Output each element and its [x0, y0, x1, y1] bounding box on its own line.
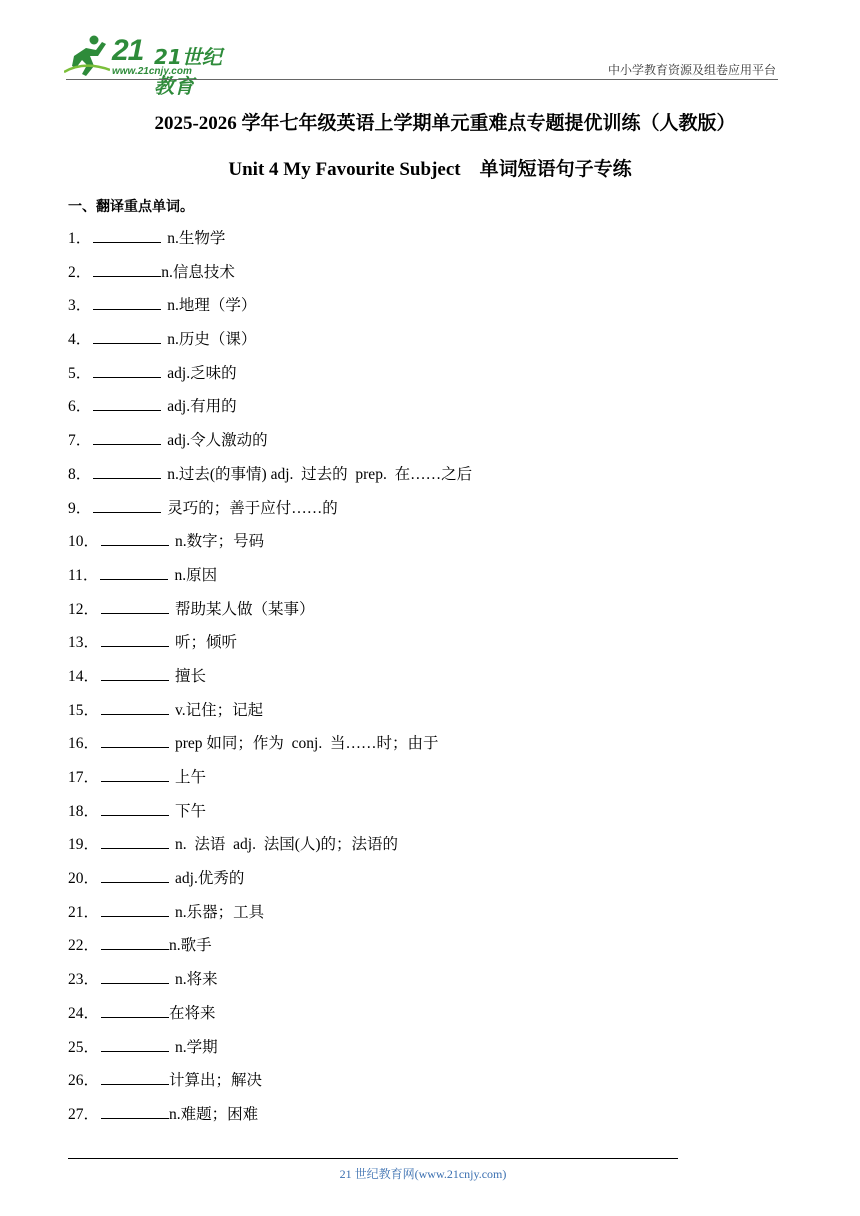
item-number: 18．	[68, 802, 100, 820]
item-number: 9．	[68, 499, 92, 517]
item-number: 11．	[68, 566, 99, 584]
item-number: 13．	[68, 634, 100, 652]
item-number: 17．	[68, 769, 100, 786]
list-item	[68, 868, 472, 902]
item-meaning: n.乐器；工具	[175, 903, 265, 921]
list-item	[68, 329, 472, 363]
answer-blank[interactable]	[101, 868, 169, 883]
list-item	[68, 834, 472, 868]
item-meaning: 上午	[175, 769, 207, 786]
item-number: 27．	[68, 1105, 100, 1123]
list-item	[68, 565, 472, 599]
answer-blank[interactable]	[93, 262, 161, 277]
list-item	[68, 396, 472, 430]
answer-blank[interactable]	[101, 700, 169, 715]
item-meaning: n.数字；号码	[175, 533, 265, 551]
item-number: 25．	[68, 1038, 100, 1056]
item-meaning: n.历史（课）	[167, 331, 257, 349]
item-number: 22．	[68, 937, 100, 955]
item-meaning: prep 如同；作为 conj. 当……时；由于	[175, 735, 439, 753]
item-number: 16．	[68, 735, 100, 753]
list-item	[68, 1070, 472, 1104]
exercise-list	[68, 228, 472, 1138]
item-meaning: n. 法语 adj. 法国(人)的；法语的	[175, 836, 399, 854]
list-item	[68, 228, 472, 262]
answer-blank[interactable]	[101, 801, 169, 816]
section-heading: 一、翻译重点单词。	[68, 199, 194, 215]
item-number: 12．	[68, 600, 100, 618]
item-number: 7．	[68, 432, 92, 450]
item-meaning: 灵巧的；善于应付……的	[167, 499, 338, 517]
list-item	[68, 632, 472, 666]
item-meaning: n.难题；困难	[169, 1105, 259, 1123]
list-item	[68, 363, 472, 397]
list-item	[68, 599, 472, 633]
answer-blank[interactable]	[100, 565, 168, 580]
item-meaning: n.信息技术	[161, 263, 235, 281]
item-meaning: n.过去(的事情) adj. 过去的 prep. 在……之后	[167, 465, 473, 483]
item-meaning: n.原因	[174, 566, 218, 584]
answer-blank[interactable]	[101, 1037, 169, 1052]
item-meaning: adj.有用的	[167, 398, 237, 416]
list-item	[68, 1104, 472, 1138]
item-meaning: 计算出；解决	[169, 1072, 263, 1090]
answer-blank[interactable]	[101, 1003, 169, 1018]
list-item	[68, 1003, 472, 1037]
item-number: 26．	[68, 1072, 100, 1090]
item-number: 10．	[68, 533, 100, 551]
item-meaning: adj.令人激动的	[167, 432, 268, 450]
item-number: 15．	[68, 701, 100, 719]
answer-blank[interactable]	[93, 363, 161, 378]
answer-blank[interactable]	[93, 329, 161, 344]
list-item	[68, 767, 472, 801]
item-meaning: n.歌手	[169, 937, 212, 955]
item-number: 14．	[68, 667, 100, 685]
item-meaning: n.生物学	[167, 230, 226, 247]
item-number: 24．	[68, 1004, 100, 1022]
item-meaning: 在将来	[169, 1004, 216, 1022]
list-item	[68, 498, 472, 532]
list-item	[68, 1037, 472, 1071]
item-number: 19．	[68, 836, 100, 854]
list-item	[68, 935, 472, 969]
item-number: 2．	[68, 263, 92, 281]
item-meaning: 听；倾听	[175, 634, 238, 652]
header-divider	[66, 79, 778, 80]
item-meaning: n.学期	[175, 1038, 218, 1056]
list-item	[68, 700, 472, 734]
list-item	[68, 430, 472, 464]
list-item	[68, 801, 472, 835]
footer-divider	[68, 1158, 678, 1159]
item-number: 8．	[68, 465, 92, 483]
list-item	[68, 531, 472, 565]
answer-blank[interactable]	[93, 430, 161, 445]
item-meaning: 下午	[175, 802, 207, 820]
page-subtitle: Unit 4 My Favourite Subject 单词短语句子专练	[228, 159, 632, 180]
answer-blank[interactable]	[93, 464, 161, 479]
item-number: 20．	[68, 870, 100, 888]
item-number: 1．	[68, 230, 92, 247]
list-item	[68, 733, 472, 767]
answer-blank[interactable]	[93, 498, 161, 513]
list-item	[68, 464, 472, 498]
list-item	[68, 666, 472, 700]
item-meaning: v.记住；记起	[175, 701, 264, 719]
footer-text: 21 世纪教育网(www.21cnjy.com)	[339, 1167, 507, 1181]
item-meaning: 帮助某人做（某事）	[175, 600, 315, 618]
runner-icon	[64, 34, 110, 78]
answer-blank[interactable]	[101, 834, 169, 849]
item-meaning: adj.乏味的	[167, 364, 237, 382]
logo-text: 21世纪教育	[154, 45, 222, 98]
item-meaning: adj.优秀的	[175, 870, 245, 888]
answer-blank[interactable]	[93, 295, 161, 310]
answer-blank[interactable]	[101, 1104, 169, 1119]
answer-blank[interactable]	[101, 935, 169, 950]
answer-blank[interactable]	[101, 632, 169, 647]
item-meaning: 擅长	[175, 667, 207, 685]
answer-blank[interactable]	[101, 666, 169, 681]
header-tagline: 中小学教育资源及组卷应用平台	[607, 63, 776, 77]
item-number: 5．	[68, 364, 92, 382]
site-logo	[64, 32, 234, 98]
answer-blank[interactable]	[93, 228, 161, 243]
item-number: 6．	[68, 398, 92, 416]
item-number: 21．	[68, 903, 100, 921]
item-number: 23．	[68, 971, 100, 989]
answer-blank[interactable]	[93, 396, 161, 411]
answer-blank[interactable]	[101, 1070, 169, 1085]
list-item	[68, 902, 472, 936]
item-meaning: n.地理（学）	[167, 297, 257, 315]
logo-url: www.21cnjy.com	[112, 66, 192, 77]
logo-mark: 21	[112, 34, 144, 67]
page-title: 2025-2026 学年七年级英语上学期单元重难点专题提优训练（人教版）	[154, 113, 736, 134]
item-meaning: n.将来	[175, 971, 218, 989]
list-item	[68, 262, 472, 296]
answer-blank[interactable]	[101, 531, 169, 546]
list-item	[68, 295, 472, 329]
answer-blank[interactable]	[101, 599, 169, 614]
list-item	[68, 969, 472, 1003]
answer-blank[interactable]	[101, 767, 169, 782]
answer-blank[interactable]	[101, 733, 169, 748]
item-number: 3．	[68, 297, 92, 315]
answer-blank[interactable]	[101, 969, 169, 984]
item-number: 4．	[68, 331, 92, 349]
answer-blank[interactable]	[101, 902, 169, 917]
